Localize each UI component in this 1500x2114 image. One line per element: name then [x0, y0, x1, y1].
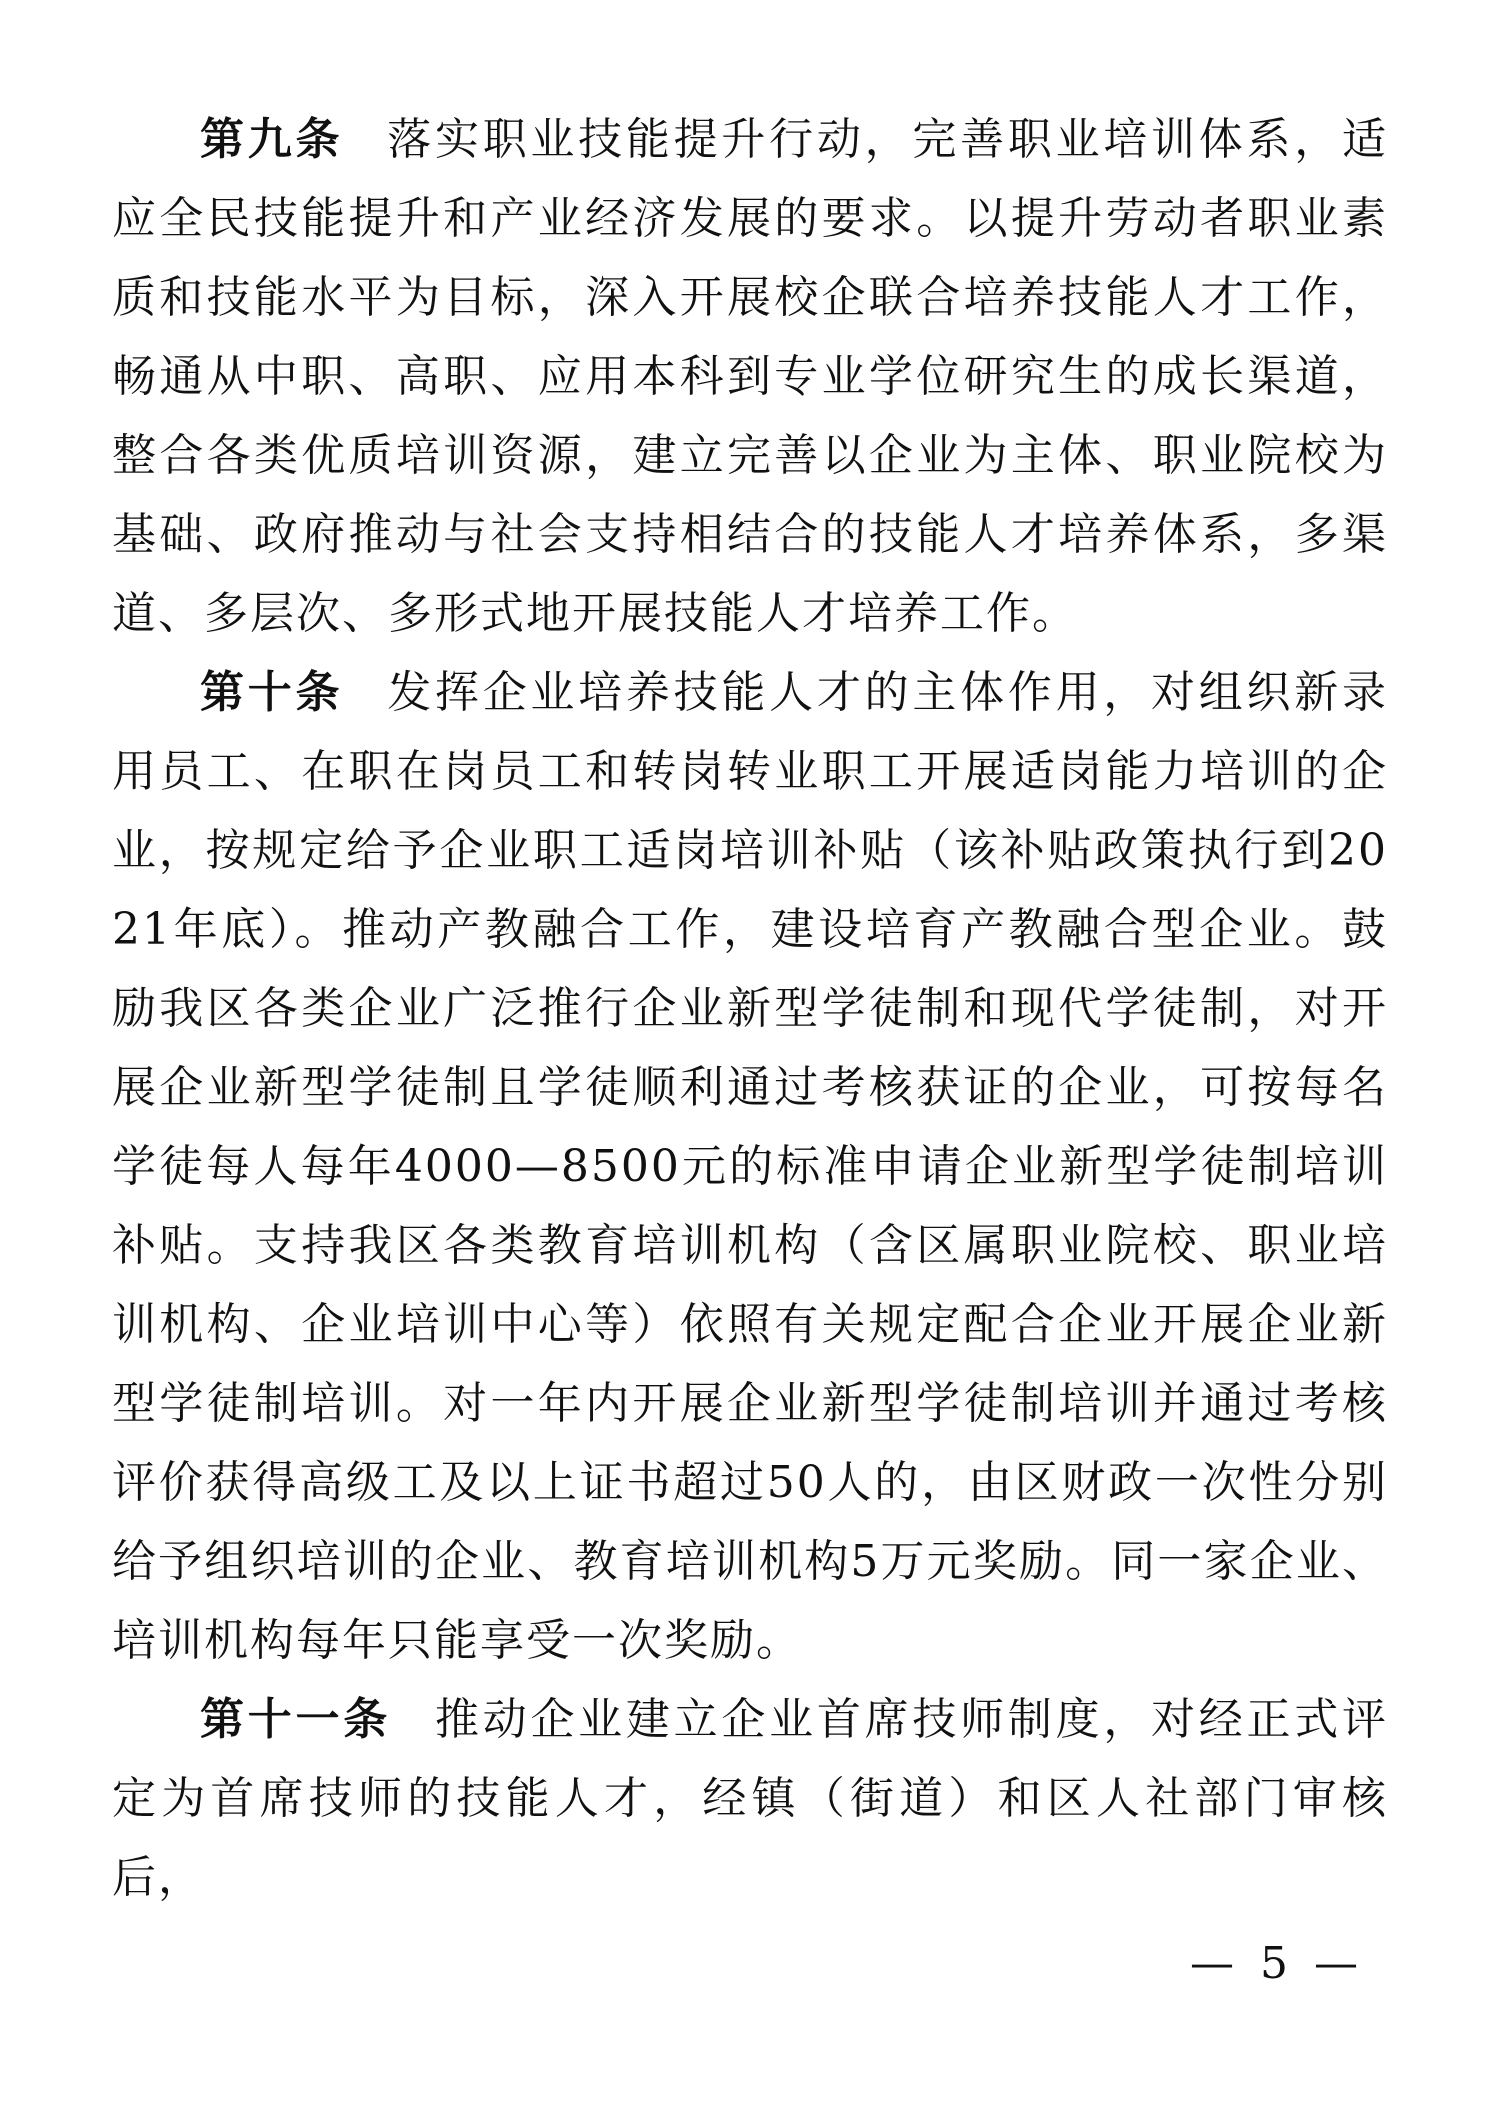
page-number: — 5 —: [1190, 1938, 1364, 1989]
article-11-heading: 第十一条: [200, 1694, 391, 1745]
article-9-heading: 第九条: [200, 114, 344, 165]
article-10-body: 发挥企业培养技能人才的主体作用，对组织新录用员工、在职在岗员工和转岗转业职工开展适岗能力培训的企业，按规定给予企业职工适岗培训补贴（该补贴政策执行到2021年底）。推动产教融合工作，建设培育产教融合型企业。鼓励我区各类企业广泛推行企业新型学徒制和现代学徒制，对开展企业新型学徒制且学徒顺利通过考核获证的企业，可按每名学徒每人每年4000—8500元的标准申请企业新型学徒制培训补贴。支持我区各类教育培训机构（含区属职业院校、职业培训机构、企业培训中心等）依照有关规定配合企业开展企业新型学徒制培训。对一年内开展企业新型学徒制培训并通过考核评价获得高级工及以上证书超过50人的，由区财政一次性分别给予组织培训的企业、教育培训机构5万元奖励。同一家企业、培训机构每年只能享受一次奖励。: [112, 667, 1388, 1666]
article-10-heading: 第十条: [200, 667, 344, 718]
article-9: [112, 100, 1388, 653]
article-10: [112, 653, 1388, 1680]
document-page: [112, 100, 1388, 1917]
article-11: [112, 1680, 1388, 1917]
article-9-body: 落实职业技能提升行动，完善职业培训体系，适应全民技能提升和产业经济发展的要求。以提升劳动者职业素质和技能水平为目标，深入开展校企联合培养技能人才工作，畅通从中职、高职、应用本科到专业学位研究生的成长渠道，整合各类优质培训资源，建立完善以企业为主体、职业院校为基础、政府推动与社会支持相结合的技能人才培养体系，多渠道、多层次、多形式地开展技能人才培养工作。: [112, 114, 1388, 639]
article-11-body: 推动企业建立企业首席技师制度，对经正式评定为首席技师的技能人才，经镇（街道）和区人社部门审核后，: [112, 1694, 1389, 1903]
